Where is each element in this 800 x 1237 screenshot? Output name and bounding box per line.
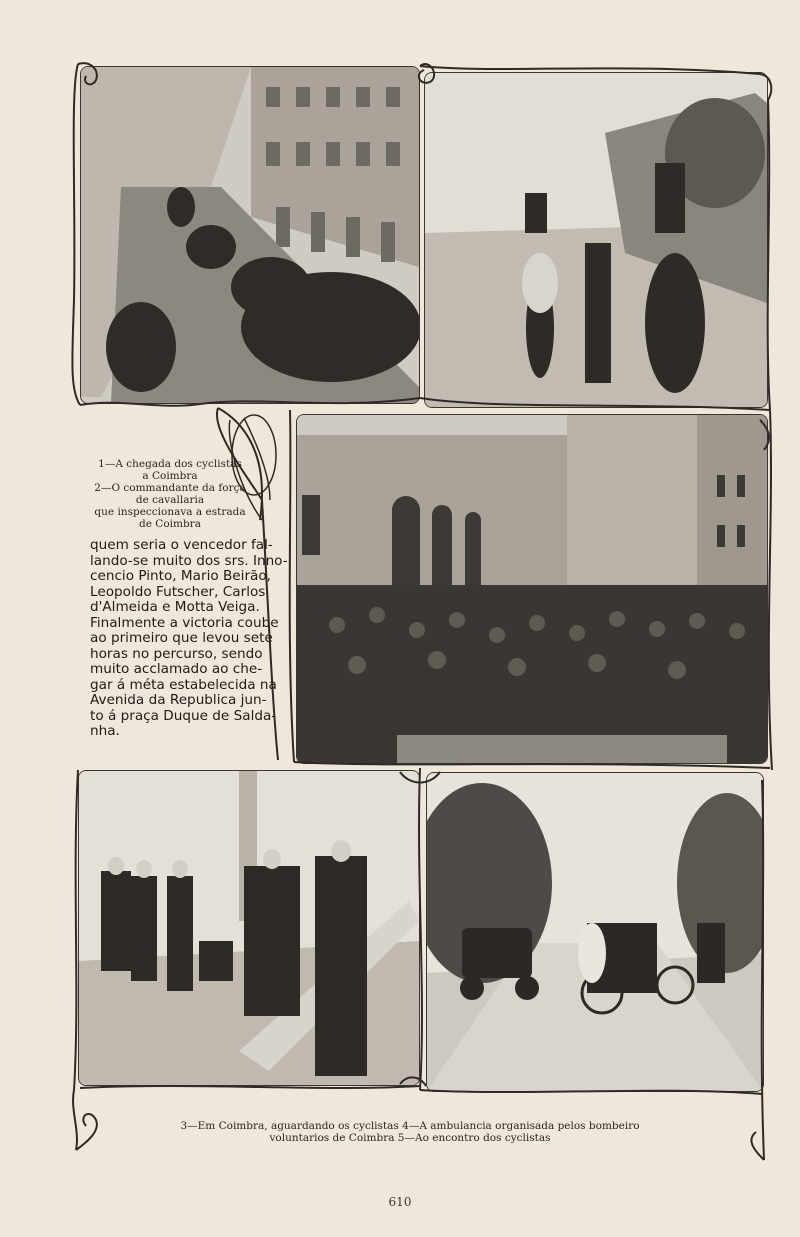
caption-line: de Coimbra	[139, 518, 201, 530]
photo-firemen-ambulance-image	[79, 771, 419, 1085]
photo-road-cyclists-image	[427, 773, 763, 1091]
article-line: cencio Pinto, Mario Beirão,	[90, 568, 272, 584]
caption-line: a Coimbra	[142, 470, 198, 482]
caption-line: 1—A chegada dos cyclistas	[98, 458, 242, 470]
article-text	[90, 538, 286, 740]
caption-line: 2—O commandante da força	[94, 482, 246, 494]
photo-street-crowd-image	[81, 67, 419, 403]
article-line: Avenida da Republica jun-	[90, 692, 267, 708]
article-line: ao primeiro que levou sete	[90, 630, 273, 646]
caption-line: 3—Em Coimbra, aguardando os cyclistas 4—A ambulancia organisada pelos bombeiro	[180, 1120, 640, 1132]
article-line: quem seria o vencedor fal-	[90, 537, 273, 553]
article-line: nha.	[90, 723, 120, 739]
article-line: lando-se muito dos srs. Inno-	[90, 552, 288, 569]
page-number: 610	[388, 1195, 412, 1209]
article-line: gar á méta estabelecida na	[90, 676, 277, 693]
caption-line: voluntarios de Coimbra 5—Ao encontro dos cyclistas	[269, 1132, 551, 1144]
caption-line: que inspeccionava a estrada	[94, 506, 246, 518]
caption-line: de cavallaria	[135, 494, 205, 506]
photo-firemen-ambulance	[78, 770, 420, 1086]
article-line: Finalmente a victoria coube	[90, 614, 279, 631]
article-line: horas no percurso, sendo	[90, 645, 263, 662]
photo-street-crowd	[80, 66, 420, 404]
caption-photos-1-2	[82, 458, 258, 530]
photo-road-cyclists	[426, 772, 764, 1092]
article-line: d'Almeida e Motta Veiga.	[90, 599, 260, 615]
caption-photos-3-4-5	[150, 1120, 670, 1144]
article-line: Leopoldo Futscher, Carlos	[90, 583, 266, 600]
article-line: to á praça Duque de Salda-	[90, 707, 277, 724]
photo-cavalry-commander-image	[425, 73, 767, 407]
photo-crowd-square-image	[297, 415, 767, 763]
photo-crowd-square	[296, 414, 768, 764]
article-line: muito acclamado ao che-	[90, 661, 263, 677]
photo-cavalry-commander	[424, 72, 768, 408]
